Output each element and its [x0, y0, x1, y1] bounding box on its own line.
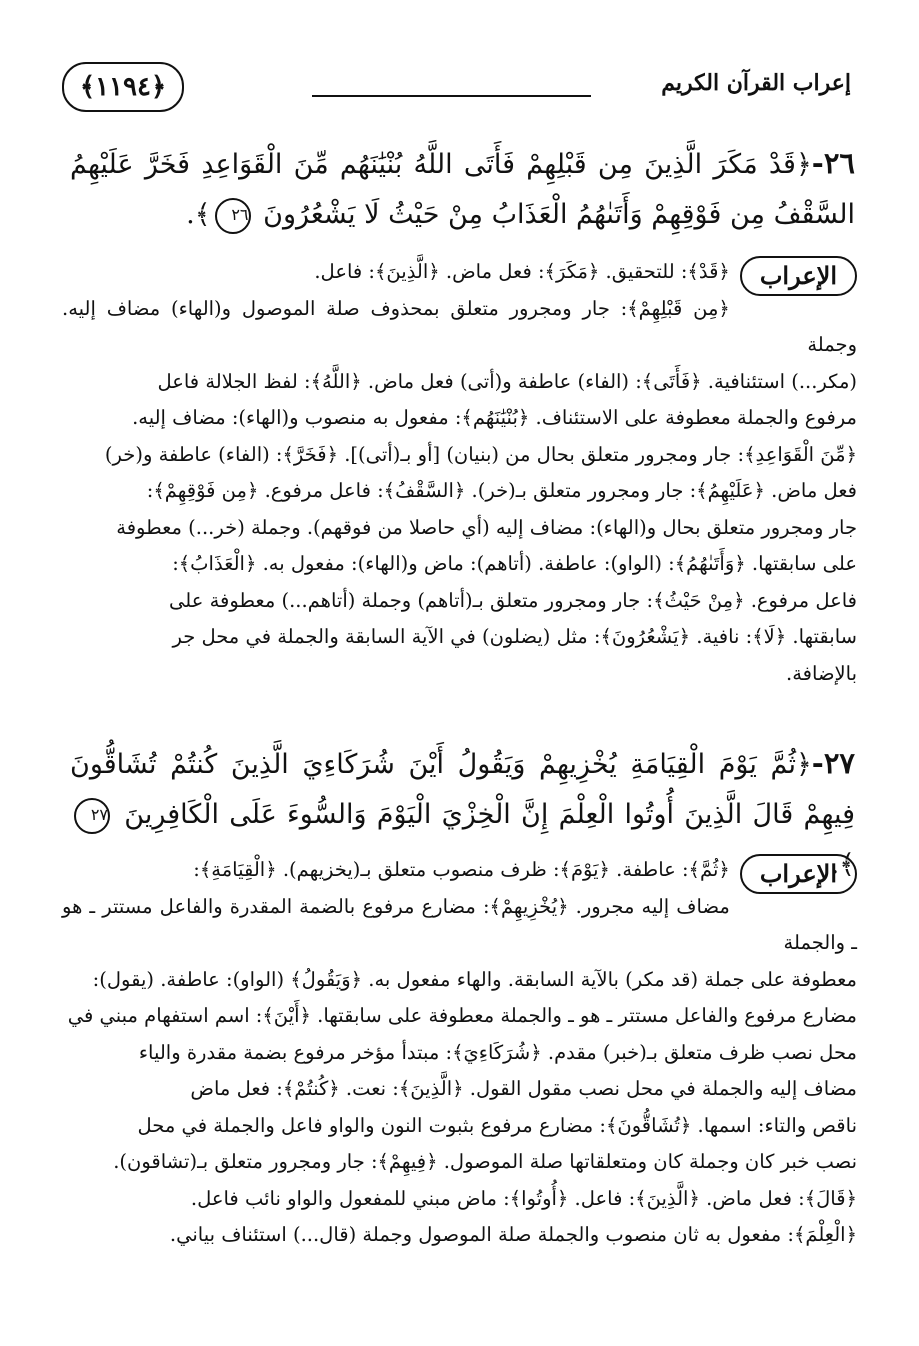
irab-line: ﴿قَالَ﴾: فعل ماض. ﴿الَّذِينَ﴾: فاعل. ﴿أُوتُوا﴾: ماض مبني للمفعول والواو نائب فاعل. — [190, 1186, 857, 1210]
irab-line: محل نصب ظرف متعلق بـ(خبر) مقدم. ﴿شُرَكَاءِيَ﴾: مبتدأ مؤخر مرفوع بضمة مقدرة والياء — [138, 1040, 857, 1064]
page-number: ﴿١١٩٤﴾ — [62, 62, 184, 112]
irab-line: مرفوع والجملة معطوفة على الاستئناف. ﴿بُنْيَٰنَهُم﴾: مفعول به منصوب و(الهاء): مضاف إليه. — [132, 406, 857, 429]
ayah-marker: ٢٦ — [215, 198, 251, 234]
irab-section-27 — [62, 852, 857, 1254]
page-header — [62, 62, 851, 116]
irab-line: على سابقتها. ﴿وَأَتَىٰهُمُ﴾: (الواو): عاطفة. (أتاهم): ماض و(الهاء): مفعول به. ﴿الْعَذَابُ﴾: — [172, 552, 857, 575]
irab-line: معطوفة على جملة (قد مكر) بالآية السابقة. والهاء مفعول به. ﴿وَيَقُولُ﴾ (الواو): عاطفة. (يقول): — [92, 967, 857, 991]
irab-line: ﴿قَدْ﴾: للتحقيق. ﴿مَكَرَ﴾: فعل ماض. ﴿الَّذِينَ﴾: فاعل. — [314, 260, 730, 283]
irab-line: بالإضافة. — [786, 661, 857, 685]
irab-line: ناقص والتاء: اسمها. ﴿تُشَاقُّونَ﴾: مضارع مرفوع بثبوت النون والواو فاعل والجملة في محل — [137, 1113, 857, 1137]
book-title: إعراب القرآن الكريم — [661, 70, 851, 96]
irab-line: سابقتها. ﴿لَا﴾: نافية. ﴿يَشْعُرُونَ﴾: مثل (يضلون) في الآية السابقة والجملة في محل جر — [172, 625, 857, 648]
ayah-marker: ٢٧ — [74, 798, 110, 834]
irab-line: نصب خبر كان وجملة كان ومتعلقاتها صلة الموصول. ﴿فِيهِمْ﴾: جار ومجرور متعلق بـ(تشاقون). — [113, 1150, 857, 1173]
irab-section-26 — [62, 254, 857, 692]
irab-line: ﴿مِن قَبْلِهِمْ﴾: جار ومجرور متعلق بمحذوف صلة الموصول و(الهاء) مضاف إليه. وجملة — [62, 296, 857, 356]
irab-line: ﴿ثُمَّ﴾: عاطفة. ﴿يَوْمَ﴾: ظرف منصوب متعلق بـ(يخزيهم). ﴿الْقِيَامَةِ﴾: — [193, 858, 730, 881]
irab-line: ﴿مِّنَ الْقَوَاعِدِ﴾: جار ومجرور متعلق بحال من (بنيان) [أو بـ(أتى)]. ﴿فَخَرَّ﴾: (الفاء) عاطفة و(خر) — [104, 442, 857, 466]
irab-line: مضاف إليه والجملة في محل نصب مقول القول. ﴿الَّذِينَ﴾: نعت. ﴿كُنتُمْ﴾: فعل ماض — [190, 1077, 857, 1100]
header-divider — [312, 95, 591, 97]
irab-line: جار ومجرور متعلق بحال و(الهاء): مضاف إليه (أي حاصلا من فوقهم). وجملة (خر...) معطوفة — [116, 515, 857, 539]
verse-text: ﴿ثُمَّ يَوْمَ الْقِيَامَةِ يُخْزِيهِمْ وَيَقُولُ أَيْنَ شُرَكَاءِيَ الَّذِينَ كُنتُمْ تُشَاقُّونَ فِيهِمْ قَالَ الَّذِينَ أُوتُوا الْعِلْمَ إِنَّ الْخِزْيَ الْيَوْمَ وَالسُّوءَ عَلَى الْكَافِرِينَ — [70, 749, 855, 830]
irab-line: فاعل مرفوع. ﴿مِنْ حَيْثُ﴾: جار ومجرور متعلق بـ(أتاهم) وجملة (أتاهم...) معطوفة على — [169, 588, 857, 612]
irab-label: الإعراب — [740, 854, 857, 894]
irab-line: فعل ماض. ﴿عَلَيْهِمُ﴾: جار ومجرور متعلق بـ(خر). ﴿السَّقْفُ﴾: فاعل مرفوع. ﴿مِن فَوْقِهِمْ﴾: — [146, 479, 857, 502]
verse-closing: ﴾. — [830, 849, 855, 880]
verse-number: ٢٦- — [811, 146, 855, 180]
irab-line: مضارع مرفوع والفاعل مستتر ـ هو ـ والجملة معطوفة على سابقتها. ﴿أَيْنَ﴾: اسم استفهام مبني في — [67, 1004, 857, 1027]
irab-label: الإعراب — [740, 256, 857, 296]
verse-26 — [70, 138, 855, 240]
verse-text: ﴿قَدْ مَكَرَ الَّذِينَ مِن قَبْلِهِمْ فَأَتَى اللَّهُ بُنْيَٰنَهُم مِّنَ الْقَوَاعِدِ فَخَرَّ عَلَيْهِمُ السَّقْفُ مِن فَوْقِهِمْ وَأَتَىٰهُمُ الْعَذَابُ مِنْ حَيْثُ لَا يَشْعُرُونَ — [70, 149, 855, 230]
verse-number: ٢٧- — [811, 746, 855, 780]
irab-line: ﴿الْعِلْمَ﴾: مفعول به ثان منصوب والجملة صلة الموصول وجملة (قال...) استئناف بياني. — [169, 1223, 857, 1246]
verse-closing: ﴾. — [186, 199, 211, 230]
irab-line: مضاف إليه مجرور. ﴿يُخْزِيهِمْ﴾: مضارع مرفوع بالضمة المقدرة والفاعل مستتر ـ هو ـ والجملة — [62, 894, 857, 954]
irab-line: (مكر...) استئنافية. ﴿فَأَتَى﴾: (الفاء) عاطفة و(أتى) فعل ماض. ﴿اللَّهُ﴾: لفظ الجلالة فاعل — [157, 369, 857, 393]
